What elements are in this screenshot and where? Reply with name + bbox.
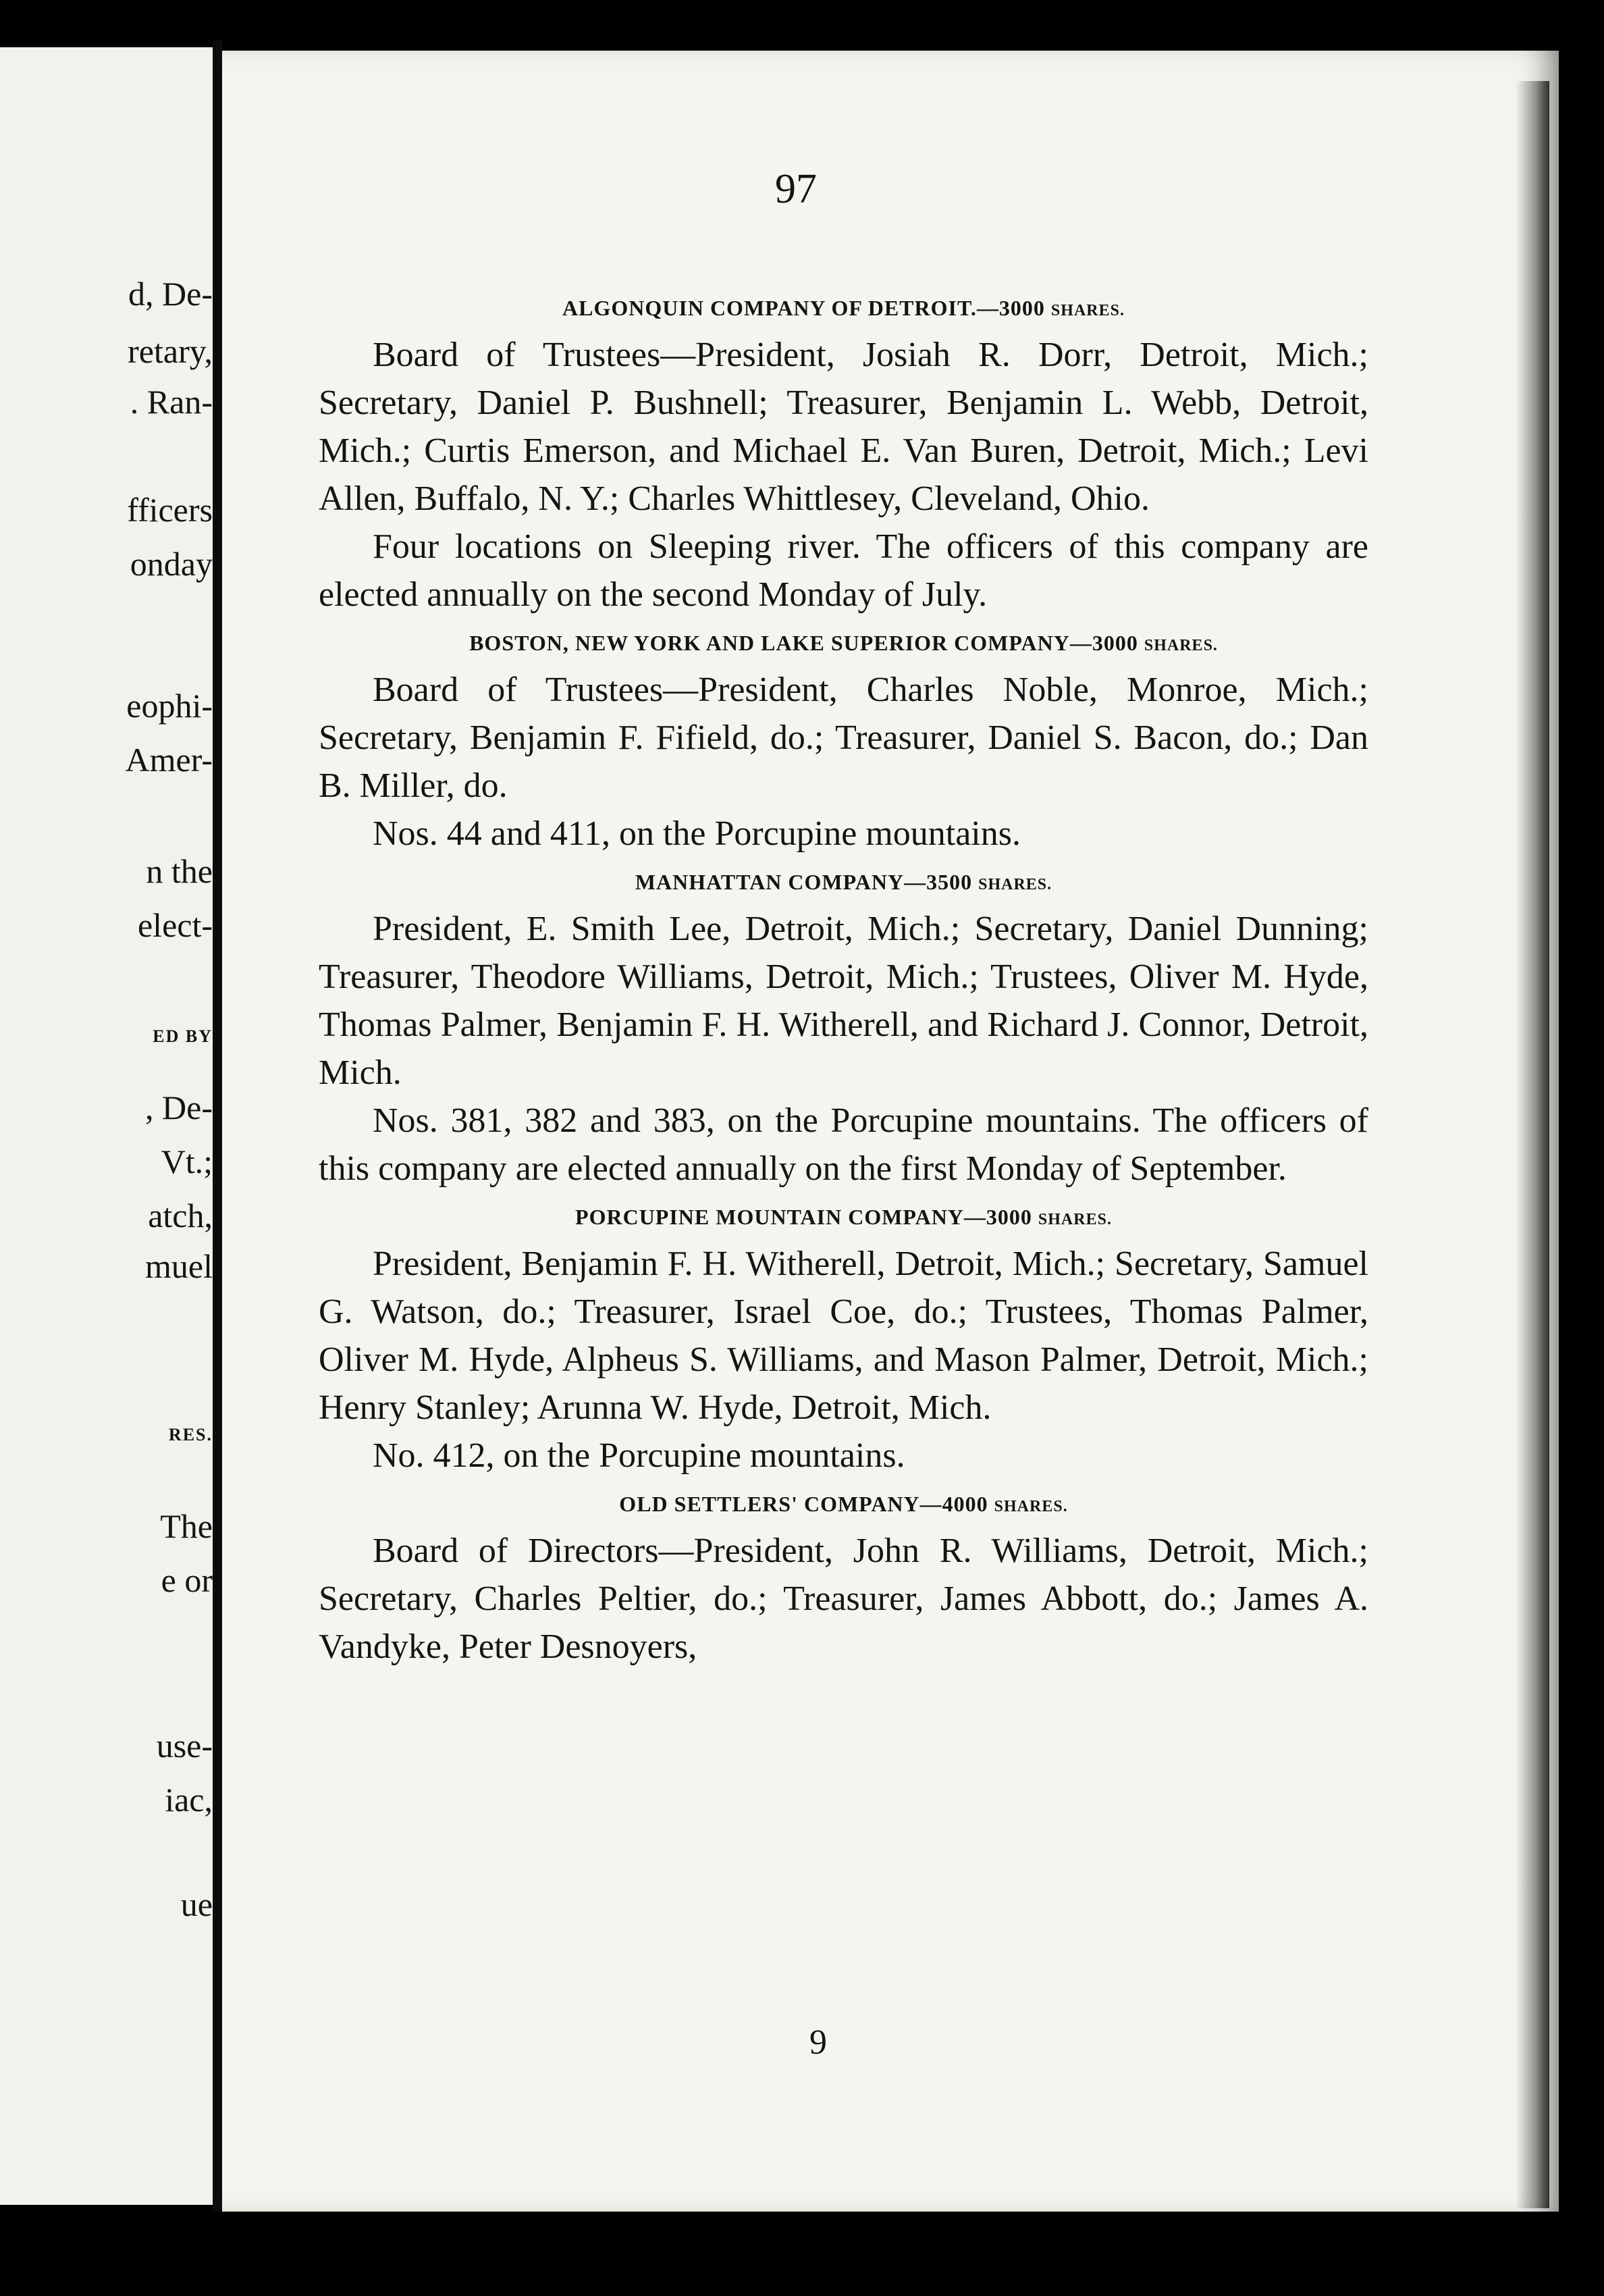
section-heading bbox=[319, 292, 1368, 327]
facing-page-fragment bbox=[0, 47, 213, 2205]
section-heading-shares: SHARES. bbox=[1050, 302, 1125, 319]
facing-page-line: e or bbox=[161, 1561, 213, 1599]
facing-page-line: The bbox=[160, 1507, 213, 1545]
page-gutter bbox=[213, 41, 222, 2212]
section-paragraph: Board of Directors—President, John R. Williams, Detroit, Mich.; Secretary, Charles Peltier, do.; Treasurer, James Abbott, do.; James A. Vandyke, Peter Desnoyers, bbox=[319, 1532, 1368, 1666]
facing-page-line: , De- bbox=[145, 1089, 213, 1126]
facing-page-line: Amer- bbox=[125, 741, 213, 779]
section-heading-text: BOSTON, NEW YORK AND LAKE SUPERIOR COMPANY—3000 bbox=[469, 631, 1138, 655]
signature-mark: 9 bbox=[809, 2023, 827, 2062]
section-heading-shares: SHARES. bbox=[1144, 637, 1218, 654]
facing-page-line: ED BY bbox=[153, 1026, 213, 1046]
facing-page-line: elect- bbox=[137, 906, 213, 944]
facing-page-line: ue bbox=[180, 1885, 213, 1923]
facing-page-line: . Ran- bbox=[130, 383, 213, 421]
facing-page-line: iac, bbox=[165, 1781, 213, 1819]
facing-page-line: fficers bbox=[127, 491, 213, 529]
section-heading-text: MANHATTAN COMPANY—3500 bbox=[635, 870, 973, 894]
facing-page-line: retary, bbox=[128, 332, 213, 370]
page-content bbox=[319, 284, 1368, 1671]
section-heading bbox=[319, 627, 1368, 662]
section-heading-text: PORCUPINE MOUNTAIN COMPANY—3000 bbox=[575, 1205, 1032, 1229]
section-paragraph: President, E. Smith Lee, Detroit, Mich.; Secretary, Daniel Dunning; Treasurer, Theodore Williams, Detroit, Mich.; Trustees, Oliver M. Hyde, Thomas Palmer, Benjamin F. H. Witherell, and Richard J. Connor, Detroit, Mich. bbox=[319, 910, 1368, 1092]
facing-page-line: atch, bbox=[148, 1197, 213, 1234]
section-heading-shares: SHARES. bbox=[1038, 1211, 1112, 1228]
section-heading bbox=[319, 1488, 1368, 1523]
section-paragraph: No. 412, on the Porcupine mountains. bbox=[373, 1436, 905, 1475]
section-heading bbox=[319, 1201, 1368, 1236]
section-paragraph: Board of Trustees—President, Josiah R. Dorr, Detroit, Mich.; Secretary, Daniel P. Bushnell; Treasurer, Benjamin L. Webb, Detroit, Mich.; Curtis Emerson, and Michael E. Van Buren, Detroit, Mich.; Levi Allen, Buffalo, N. Y.; Charles Whittlesey, Cleveland, Ohio. bbox=[319, 336, 1368, 518]
book-page bbox=[222, 51, 1559, 2212]
facing-page-line: RES. bbox=[168, 1425, 213, 1444]
facing-page-line: use- bbox=[156, 1727, 213, 1765]
section-heading bbox=[319, 866, 1368, 901]
facing-page-line: onday bbox=[130, 545, 213, 583]
section-paragraph: President, Benjamin F. H. Witherell, Detroit, Mich.; Secretary, Samuel G. Watson, do.; Treasurer, Israel Coe, do.; Trustees, Thomas Palmer, Oliver M. Hyde, Alpheus S. Williams, and Mason Palmer, Detroit, Mich.; Henry Stanley; Arunna W. Hyde, Detroit, Mich. bbox=[319, 1245, 1368, 1427]
section-heading-text: ALGONQUIN COMPANY OF DETROIT.—3000 bbox=[562, 296, 1045, 320]
facing-page-line: Vt.; bbox=[161, 1143, 213, 1180]
facing-page-line: muel bbox=[145, 1247, 213, 1285]
section-heading-shares: SHARES. bbox=[978, 876, 1052, 893]
section-paragraph: Board of Trustees—President, Charles Noble, Monroe, Mich.; Secretary, Benjamin F. Fifield, do.; Treasurer, Daniel S. Bacon, do.; Dan B. Miller, do. bbox=[319, 671, 1368, 805]
facing-page-line: d, De- bbox=[128, 275, 213, 313]
facing-page-line: eophi- bbox=[126, 687, 213, 725]
section-heading-shares: SHARES. bbox=[994, 1498, 1068, 1515]
section-paragraph: Nos. 381, 382 and 383, on the Porcupine mountains. The officers of this company are elected annually on the first Monday of September. bbox=[319, 1101, 1368, 1188]
page-edge-shadow bbox=[1516, 81, 1549, 2208]
section-paragraph: Nos. 44 and 411, on the Porcupine mountains. bbox=[373, 814, 1021, 853]
section-heading-text: OLD SETTLERS' COMPANY—4000 bbox=[619, 1492, 988, 1516]
page-number: 97 bbox=[775, 166, 817, 212]
facing-page-line: n the bbox=[146, 852, 213, 890]
section-paragraph: Four locations on Sleeping river. The officers of this company are elected annually on the second Monday of July. bbox=[319, 527, 1368, 614]
